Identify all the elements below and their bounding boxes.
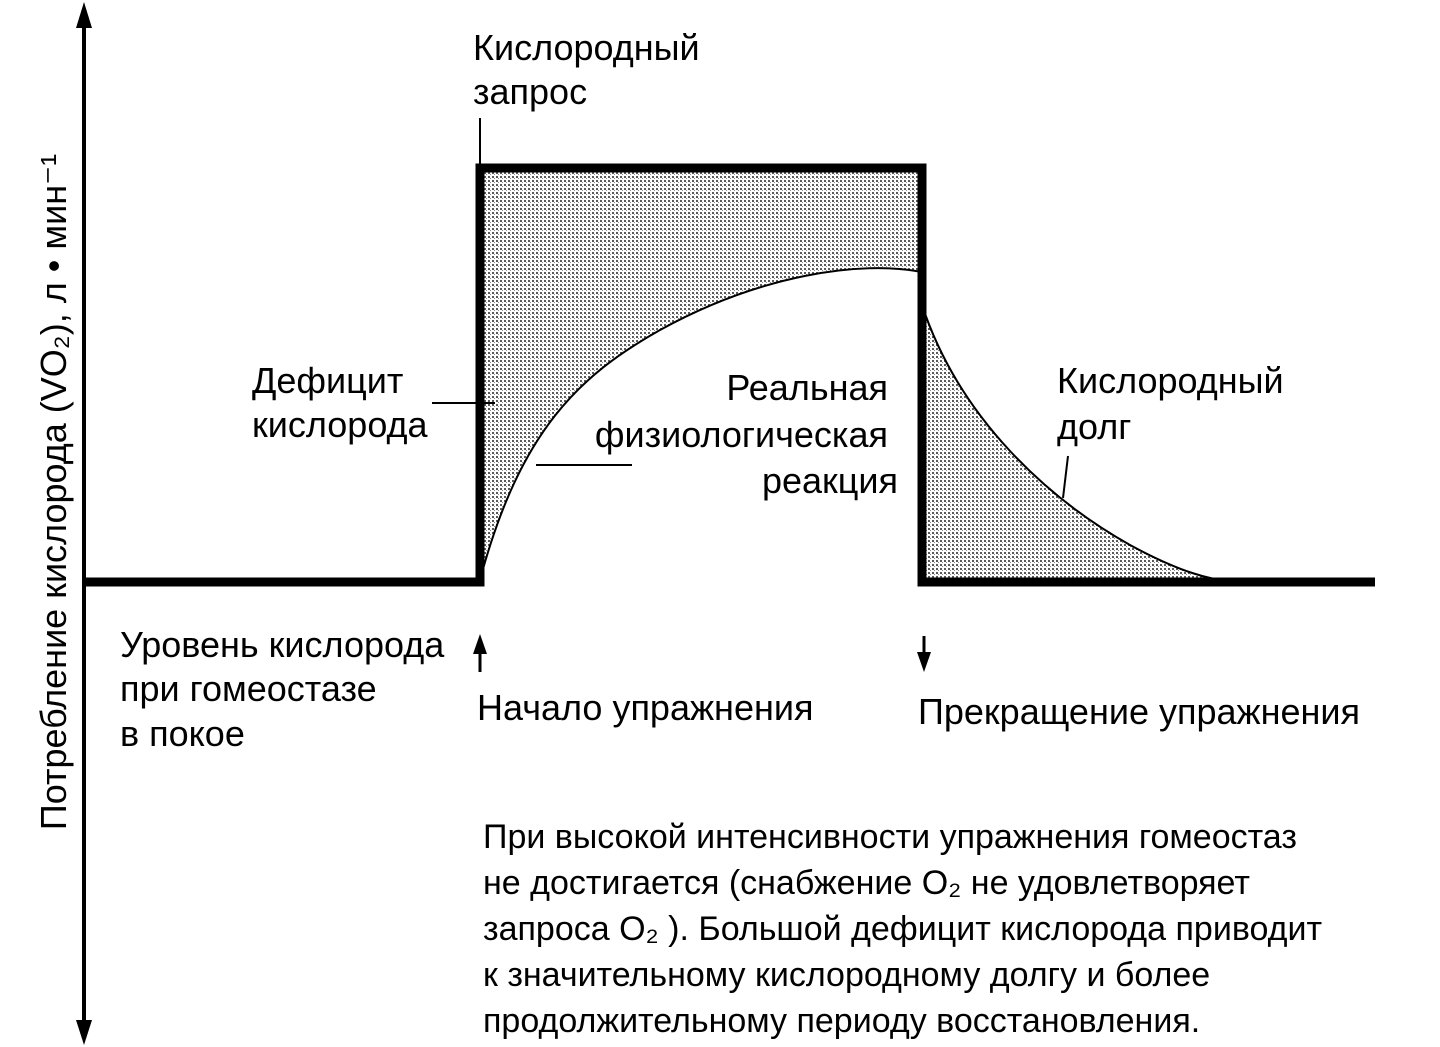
oxygen-demand-label bbox=[473, 27, 710, 112]
note-line4: к значительному кислородному долгу и более bbox=[483, 956, 1211, 994]
oxygen-deficit-label bbox=[252, 360, 429, 445]
exercise-start-label: Начало упражнения bbox=[477, 687, 814, 728]
y-axis-arrow-down bbox=[76, 1020, 92, 1045]
oxygen-demand-line1: Кислородный bbox=[473, 27, 700, 68]
oxygen-debt-leader bbox=[1063, 456, 1068, 498]
explanatory-note bbox=[483, 818, 1332, 1040]
resting-level-line1: Уровень кислорода bbox=[120, 624, 445, 665]
exercise-stop-label: Прекращение упражнения bbox=[918, 691, 1360, 732]
y-axis-arrow-up bbox=[76, 2, 92, 28]
resting-level-line3: в покое bbox=[120, 713, 245, 754]
resting-level-line2: при гомеостазе bbox=[120, 668, 377, 709]
note-line2: не достигается (снабжение O₂ не удовлетворяет bbox=[483, 864, 1250, 902]
y-axis-label: Потребление кислорода (VO₂), л • мин⁻¹ bbox=[33, 153, 74, 831]
oxygen-demand-line2: запрос bbox=[473, 71, 588, 112]
oxygen-debt-label bbox=[1057, 360, 1294, 447]
note-line1: При высокой интенсивности упражнения гомеостаз bbox=[483, 818, 1297, 856]
oxygen-debt-line2: долг bbox=[1057, 406, 1132, 447]
note-line5: продолжительному периоду восстановления. bbox=[483, 1002, 1201, 1040]
resting-level-label bbox=[120, 624, 454, 754]
oxygen-deficit-line1: Дефицит bbox=[252, 360, 404, 401]
exercise-start-arrow-icon bbox=[473, 634, 487, 654]
oxygen-debt-line1: Кислородный bbox=[1057, 360, 1284, 401]
oxygen-deficit-line2: кислорода bbox=[252, 404, 428, 445]
real-response-line2: физиологическая bbox=[594, 414, 888, 455]
exercise-stop-arrow-icon bbox=[917, 652, 931, 672]
real-response-line3: реакция bbox=[761, 460, 898, 501]
note-line3: запроса O₂ ). Большой дефицит кислорода приводит bbox=[483, 910, 1323, 948]
real-response-label bbox=[595, 367, 898, 501]
real-response-line1: Реальная bbox=[726, 367, 888, 408]
